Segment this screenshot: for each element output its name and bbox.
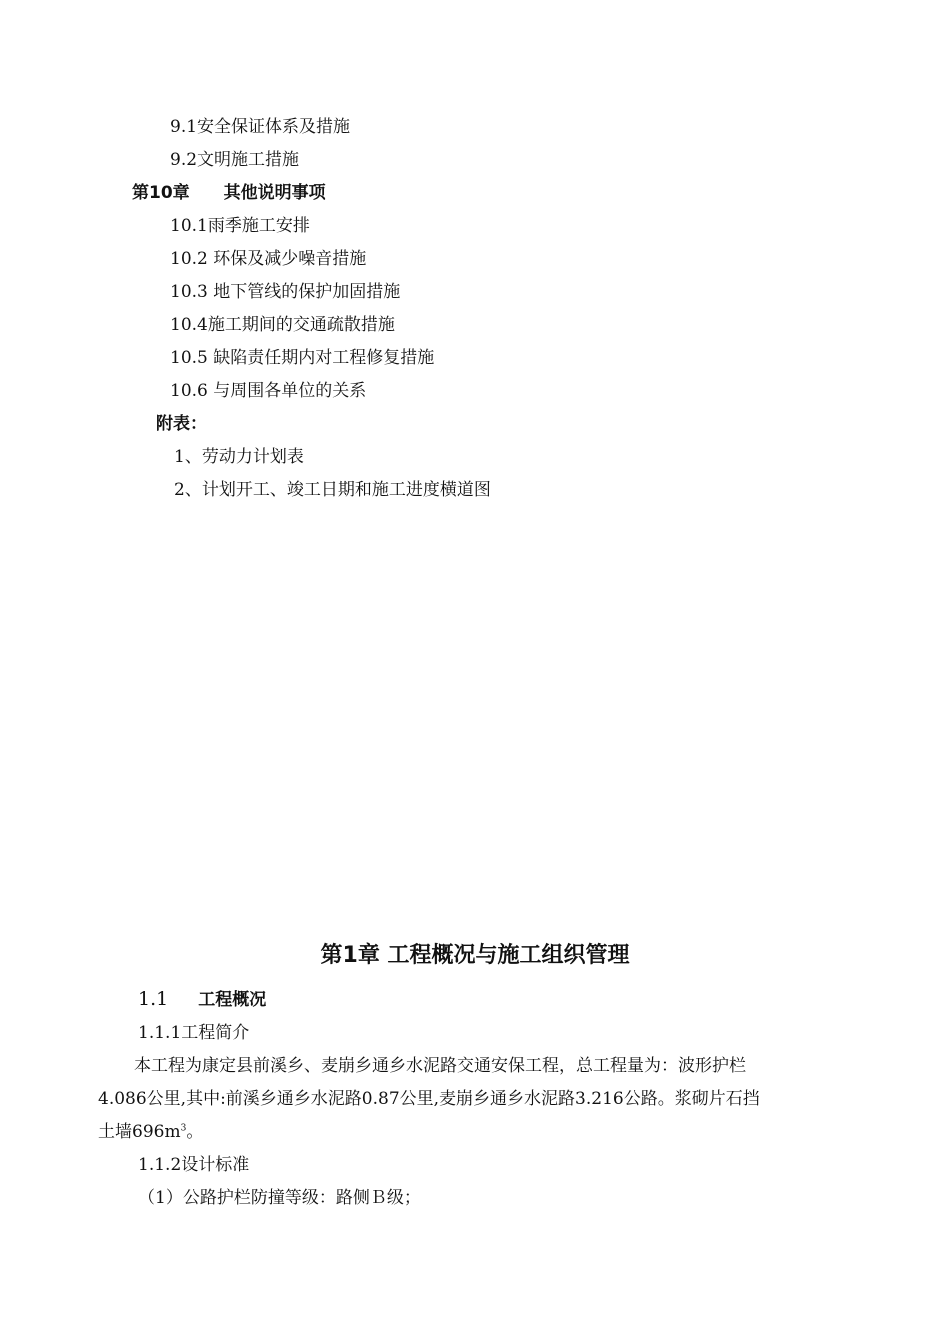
section-heading (138, 988, 266, 1011)
toc-item-10-1: 10.1雨季施工安排 (170, 216, 310, 236)
section-title: 工程概况 (198, 990, 267, 1010)
intro-paragraph (98, 1050, 854, 1149)
cubic-superscript: 3 (180, 1123, 187, 1134)
intro-line-3-end: 。 (186, 1122, 204, 1142)
toc-item-10-2: 10.2 环保及减少噪音措施 (170, 249, 367, 269)
toc-chapter-10-title: 其他说明事项 (223, 183, 326, 203)
toc-item-10-6: 10.6 与周围各单位的关系 (170, 381, 367, 401)
toc-item-10-3: 10.3 地下管线的保护加固措施 (170, 282, 401, 302)
toc-chapter-10 (132, 182, 326, 204)
toc-appendix-label: 附表： (156, 414, 207, 434)
toc-item-9-2: 9.2文明施工措施 (170, 150, 300, 170)
intro-line-2: 4.086公里,其中:前溪乡通乡水泥路0.87公里,麦崩乡通乡水泥路3.216公路。浆砌片石挡 (98, 1089, 760, 1109)
toc-appendix-item-1: 1、劳动力计划表 (174, 447, 304, 467)
toc-appendix-item-2: 2、计划开工、竣工日期和施工进度横道图 (174, 480, 491, 500)
toc-chapter-10-number: 第10章 (132, 183, 190, 203)
section-number: 1.1 (138, 988, 169, 1010)
toc-item-9-1: 9.1安全保证体系及措施 (170, 117, 351, 137)
standard-item-1: （1）公路护栏防撞等级：路侧Ｂ级； (138, 1188, 421, 1208)
intro-line-1: 本工程为康定县前溪乡、麦崩乡通乡水泥路交通安保工程，总工程量为：波形护栏 (134, 1056, 746, 1076)
intro-line-3-text: 土墙696m (98, 1122, 181, 1142)
toc-item-10-4: 10.4施工期间的交通疏散措施 (170, 315, 395, 335)
toc-item-10-5: 10.5 缺陷责任期内对工程修复措施 (170, 348, 435, 368)
subsection-1-1-1: 1.1.1工程简介 (138, 1023, 250, 1043)
subsection-1-1-2: 1.1.2设计标准 (138, 1155, 250, 1175)
intro-line-3 (98, 1116, 854, 1149)
chapter-title: 第1章 工程概况与施工组织管理 (320, 943, 630, 968)
